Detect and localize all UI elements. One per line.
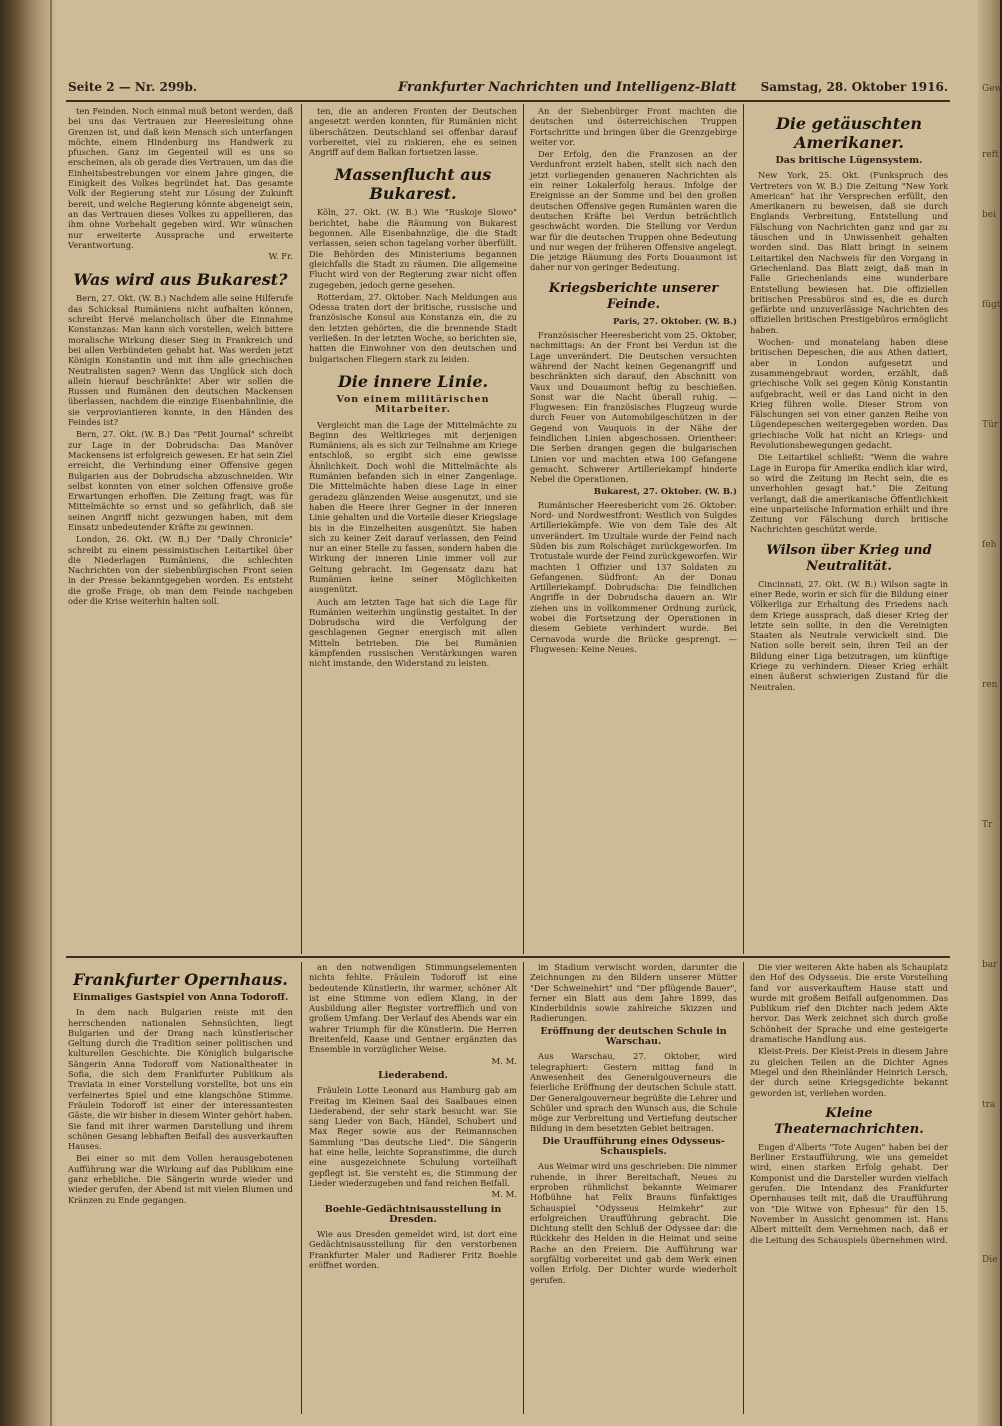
article-text: London, 26. Okt. (W. B.) Der "Daily Chronicle" schreibt zu einem pessimistischen Leitartikel über die Niederlagen Rumäniens, die schlechten Nachrichten von der siebenbürgischen Front seien in der Presse bekanntgegeben worden. Es entsteht die große Frage, ob man dem Feinde nachgeben oder die Krise weiterhin halten soll. [68, 534, 293, 607]
subheadline: Boehle-Gedächtnisausstellung in Dresden. [324, 1203, 502, 1225]
column-rule [523, 104, 524, 954]
article-text: Cincinnati, 27. Okt. (W. B.) Wilson sagte in einer Rede, worin er sich für die Bildung einer Völkerliga zur Erhaltung des Friedens nach dem Kriege aussprach, daß dieser Krieg der letzte sein sollte, in den die Vereinigten Staaten als Neutrale verwickelt sind. Die Nation solle bereit sein, ihren Teil an der Bildung einer Liga beizutragen, um künftige Kriege zu verhindern. Dieser Krieg erhält einen äußerst schwierigen Zustand für die Neutralen. [750, 578, 948, 692]
article-text: An der Siebenbürger Front machten die deutschen und österreichischen Truppen Fortschritte und bringen über die Grenzgebirge weiter vor. [530, 106, 737, 147]
subheadline: Die Uraufführung eines Odysseus-Schauspiels. [542, 1135, 725, 1158]
headline: Frankfurter Opernhaus. [73, 970, 288, 989]
article-text: Kleist-Preis. Der Kleist-Preis in diesem Jahre zu gleichen Teilen an die Dichter Agnes Miegel und den Rheinländer Heinrich Lersch, der durch seine Kriegsgedichte bekannt geworden ist, verliehen worden. [750, 1046, 948, 1098]
article-text: ten Feinden. Noch einmal muß betont werden, daß bei uns das Vertrauen zur Heeresleitung ohne Grenzen ist, und daß kein Mensch sich unterfangen möchte, einem Hindenburg ins Handwerk zu pfuschen. Ganz im Gegenteil will es uns so erscheinen, als ob gerade dies Vertrauen, um das die Einheitsbestrebungen vor einem Jahre gingen, die Einigkeit des Volkes begründet hat. Das gesamte Volk der Regierung steht zur Lösung der Zukunft bereit, und welche Regierung könnte abgeneigt sein, an das Vertrauen dieses Volkes zu appellieren, das ihm ohne Vorbehalt gegeben wird. Wir wünschen nur erweiterte Aussprache und erweiterte Verantwortung. [68, 106, 293, 250]
header-rule [66, 100, 950, 102]
article-text: Rumänischer Heeresbericht vom 26. Oktober: Nord- und Nordwestfront: Westlich von Sulgdes Artilleriekämpfe. Wie von dem Tale des Alt unverändert. Im Uzultale wurde der Feind nach Süden bis zum Rolschäget zurückgeworfen. Im Trotustale wurde der Feind zurückgeworfen. Wir machten 1 Offizier und 137 Soldaten zu Gefangenen. Südfront: An der Donau Artilleriekampf. Dobrudscha: Die feindlichen Angriffe in der Dobrudscha dauern an. Wir ziehen uns in vollkommener Ordnung zurück, wobei die Fortsetzung der Operationen in diesem Gebiete verhindert wurde. Bei Cernavoda wurde die Brücke gesprengt. — Flugwesen: Keine Neues. [530, 499, 737, 654]
article-text: Aus Weimar wird uns geschrieben: Die nimmer ruhende, in ihrer Bereitschaft, Neues zu erproben rühmlichst bekannte Weimarer Hofbühne hat Felix Brauns fünfaktiges Schauspiel "Odysseus Heimkehr" zur erfolgreichen Uraufführung gebracht. Die Dichtung stellt den Schluß der Odyssee dar: die Rückkehr des Helden in die Heimat und seine Rache an den Freiern. Die Aufführung war sorgfältig vorbereitet und gab dem Werk einen vollen Erfolg. Der Dichter wurde wiederholt gerufen. [530, 1161, 737, 1285]
article-text: Der Erfolg, den die Franzosen an der Verdunfront erzielt haben, stellt sich nach den jetzt vorliegenden genaueren Nachrichten als ein reiner Lokalerfolg heraus. Infolge der Ereignisse an der Somme und bei den großen deutschen Offensive gegen Rumänien waren die deutschen Kräfte bei Verdun beträchtlich geschwächt worden. Die Stellung vor Verdun war für die deutschen Truppen ohne Bedeutung und nur wegen der früheren Offensive angelegt. Die jetzige Räumung des Forts Douaumont ist daher nur von geringer Bedeutung. [530, 149, 737, 273]
dateline: Paris, 27. Oktober. (W. B.) [612, 316, 737, 327]
adjacent-fragment: tra [982, 1100, 996, 1110]
article-text: Fräulein Lotte Leonard aus Hamburg gab am Freitag im Kleinen Saal des Saalbaues einen Liederabend, der sehr stark besucht war. Sie sang Lieder von Bach, Händel, Schubert und Max Reger sowie aus der Reimannschen Sammlung "Das deutsche Lied". Die Sängerin hat eine helle, leichte Sopranstimme, die durch eine ausgezeichnete Schulung vorteilhaft gepflegt ist. Sie versteht es, die Stimmung der Lieder wiederzugeben und fand reichen Beifall. [309, 1085, 517, 1188]
headline: Was wird aus Bukarest? [73, 270, 288, 290]
article-text: im Stadium verwischt worden, darunter die Zeichnungen zu den Bildern unserer Mütter "Der Schweinehirt" und "Der pflügende Bauer", ferner ein Blatt aus dem Jahre 1899, das Kinderbildnis sowie zahlreiche Skizzen und Radierungen. [530, 962, 737, 1024]
feuilleton-column-1 [68, 962, 293, 1414]
page-number: Seite 2 — Nr. 299b. [68, 80, 198, 94]
article-text: Bern, 27. Okt. (W. B.) Das "Petit Journal" schreibt zur Lage in der Dobrudscha: Das Manöver Mackensens ist erfolgreich gewesen. Er hat sein Ziel erreicht, die Verbindung einer Offensive gegen Bulgarien aus der Dobrudscha abzuschneiden. Wir selbst konnten von einer solchen Offensive große Erwartungen erhoffen. Die Zeitung fragt, was für Mittelmächte so ernst und so gefährlich, daß sie seinen Angriff nicht gezwungen haben, mit dem Einsatz unbedeutender Kräfte zu gewinnen. [68, 429, 293, 532]
adjacent-fragment: Tr [982, 820, 993, 830]
adjacent-fragment: ren [982, 680, 998, 690]
article-text: Eugen d'Alberts "Tote Augen" haben bei der Berliner Erstaufführung, wie uns gemeldet wird, einen starken Erfolg gehabt. Der Komponist und die Darsteller wurden vielfach gerufen. Die Intendanz des Frankfurter Opernhauses teilt mit, daß die Uraufführung von "Die Witwe von Ephesus" für den 15. November in Aussicht genommen ist. Hans Albert mitteilt dem Vernehmen nach, daß er die Leitung des Schauspiels übernehmen wird. [750, 1141, 948, 1245]
article-text: Vergleicht man die Lage der Mittelmächte zu Beginn des Weltkrieges mit derjenigen Rumäniens, als es sich zur Teilnahme am Kriege entschloß, so ergibt sich eine gewisse Ähnlichkeit. Doch wohl die Mittelmächte als Rumänien befanden sich in einer Zangenlage. Die Mittelmächte haben diese Lage in einer geradezu glänzenden Weise ausgenutzt, und sie haben die Heere ihrer Gegner in der inneren Linie gehalten und die Vorteile dieser Kriegslage bis in die Einzelheiten ausgenützt. Sie haben sich zu keiner Zeit darauf verlassen, den Feind nur an einer Stelle zu fassen, sondern haben die Wirkung der inneren Linie immer voll zur Geltung gebracht. Im Gegensatz dazu hat Rumänien keine seiner Möglichkeiten ausgenützt. [309, 419, 517, 595]
article-text: Französischer Heeresbericht vom 25. Oktober, nachmittags: An der Front bei Verdun ist die Lage unverändert. Die Deutschen versuchten während der Nacht keinen Gegenangriff und beschränkten sich darauf, den Abschnitt von Vaux und Douaumont heftig zu beschießen. Sonst war die Nacht überall ruhig. — Flugwesen: Ein französisches Flugzeug wurde durch Feuer von Automobilgeschützen in der Gegend von Vauquois in der Nähe der feindlichen Linien abgeschossen. Orientheer: Die Serben drangen gegen die bulgarischen Linien vor und machten etwa 100 Gefangene gemacht. Schwerer Artilleriekampf hinderte Nebel die Operationen. [530, 330, 737, 485]
article-text: Wie aus Dresden gemeldet wird, ist dort eine Gedächtnisausstellung für den verstorbenen Frankfurter Maler und Radierer Fritz Boehle eröffnet worden. [309, 1229, 517, 1271]
article-text: Die vier weiteren Akte haben als Schauplatz den Hof des Odysseus. Die erste Vorstellung fand vor ausverkauftem Hause statt und wurde mit großem Beifall aufgenommen. Das Publikum rief den Dichter nach jedem Akte hervor. Das Werk zeichnet sich durch große Schönheit der Sprache und eine gesteigerte dramatische Handlung aus. [750, 962, 948, 1045]
headline: Wilson über Krieg und Neutralität. [766, 542, 932, 574]
adjacent-fragment: feh [982, 540, 997, 550]
article-text: Rotterdam, 27. Oktober. Nach Meldungen aus Odessa traten dort der britische, russische und französische Konsul aus Konstanza ein, die zu den letzten gehörten, die die brennende Stadt verließen. In der letzten Woche, so berichten sie, hatten die Einwohner von den deutschen und bulgarischen Fliegern stark zu leiden. [309, 291, 517, 364]
subheadline: Eröffnung der deutschen Schule in Warschau. [540, 1025, 727, 1048]
dateline: Bukarest, 27. Oktober. (W. B.) [593, 486, 737, 497]
adjacent-fragment: Tür [982, 420, 999, 430]
adjacent-fragment: bar [982, 960, 998, 970]
feuilleton-column-2 [309, 962, 517, 1414]
column-4 [750, 106, 948, 952]
article-text: an den notwendigen Stimmungselementen nichts fehlte. Fräulein Todoroff ist eine bedeutende Künstlerin, ihr warmer, schöner Alt ist eine Stimme von edlem Klang, in der Ausbildung aller Register vortrefflich und von großem Umfang. Der Verlauf des Abends war ein wahrer Triumph für die Künstlerin. Die Herren Breitenfeld, Kaase und Gentner ergänzten das Ensemble in vorzüglicher Weise. [309, 962, 517, 1055]
subheadline: Von einem militärischen Mitarbeiter. [336, 393, 490, 416]
article-text: Bei einer so mit dem Vollen herausgebotenen Aufführung war die Wirkung auf das Publikum eine ganz erhebliche. Die Sängerin wurde wieder und wieder gerufen, der Abend ist mit vielen Blumen und Kränzen zu Ende gegangen. [68, 1153, 293, 1205]
headline: Kriegsberichte unserer Feinde. [548, 280, 719, 312]
headline: Massenflucht aus Bukarest. [334, 165, 492, 204]
adjacent-fragment: fügt [982, 300, 1001, 310]
column-rule [301, 104, 302, 954]
column-rule [301, 962, 302, 1414]
adjacent-page-edge [978, 0, 1000, 1426]
adjacent-fragment: Gew [982, 84, 1002, 94]
author-signature: M. M. [491, 1056, 517, 1067]
article-text: Die Leitartikel schließt: "Wenn die wahre Lage in Europa für Amerika endlich klar wird, so wird die Zeitung im Recht sein, die es unverhohlen gesagt hat." Die Zeitung verlangt, daß die amerikanische Öffentlichkeit eine unparteiische Information erhält und ihre Zeitung vor Fälschung durch britische Nachrichten geschützt werde. [750, 452, 948, 535]
headline: Die innere Linie. [337, 371, 489, 391]
subheadline: Liederabend. [378, 1069, 448, 1081]
adjacent-fragment: Die [982, 1255, 998, 1265]
article-text: Aus Warschau, 27. Oktober, wird telegraphiert: Gestern mittag fand in Anwesenheit des Generalgouverneurs die feierliche Eröffnung der deutschen Schule statt. Der Generalgouverneur begrüßte die Lehrer und Schüler und sprach den Wunsch aus, die Schule möge zur Verbreitung und Vertiefung deutscher Bildung in dem besetzten Gebiet beitragen. [530, 1051, 737, 1134]
headline: Die getäuschten Amerikaner. [775, 114, 923, 152]
adjacent-fragment: reft [982, 150, 999, 160]
subheadline: Einmaliges Gastspiel von Anna Todoroff. [72, 992, 289, 1003]
article-text: Wochen- und monatelang haben diese britischen Depeschen, die aus Athen datiert, aber in London aufgesetzt und zusammengebraut worden, erzählt, daß griechische Volk sei gegen König Konstantin aufgebracht, weil er das Land nicht in den Krieg führen wolle. Dieser Strom von Fälschungen sei von einer ganzen Reihe von Lügendepeschen weitergegeben worden. Das griechische Volk hat nicht an Kriegs- und Revolutionsbewegungen gedacht. [750, 337, 948, 451]
feuilleton-column-4 [750, 962, 948, 1414]
subheadline: Das britische Lügensystem. [775, 155, 923, 166]
masthead [68, 78, 948, 100]
article-text: Bern, 27. Okt. (W. B.) Nachdem alle seine Hilferufe das Schicksal Rumäniens nicht aufhalten können, schreibt Hervé melancholisch über die Einnahme Konstanzas: Man kann sich vorstellen, welch bittere moralische Wirkung dieser Sieg in Frankreich und bei allen Verbündeten gehabt hat. Was werden jetzt Königin Konstantin und mit ihm alle griechischen Neutralisten sagen? Wenn das Unglück sich doch allein hierauf beschränkte! Aber wir sollen die Russen und Rumänen den deutschen Mackensen überlassen, nachdem die einzige Eisenbahnlinie, die sie verproviantieren konnte, in den Händen des Feindes ist? [68, 293, 293, 428]
article-text: Auch am letzten Tage hat sich die Lage für Rumänien weiterhin ungünstig gestaltet. In der Dobrudscha wird die Verfolgung der geschlagenen Gegner energisch mit allen Mitteln betrieben. Die bei Rumänien kämpfenden russischen Verstärkungen waren nicht imstande, den Widerstand zu leisten. [309, 596, 517, 669]
column-rule [523, 962, 524, 1414]
feuilleton-rule [66, 956, 950, 958]
article-text: In dem nach Bulgarien reiste mit den herrschenden nationalen Sehnsüchten, liegt Bulgarien und der Drang nach künstlerischer Geltung durch die Tradition seiner politischen und kulturellen Geschichte. Die Königlich bulgarische Sängerin Anna Todoroff vom Nationaltheater in Sofia, die sich dem Frankfurter Publikum als Traviata in einer Vorstellung vorstellte, bot uns ein verfeinertes Spiel und eine klangschöne Stimme. Fräulein Todoroff ist einer der interessantesten Gäste, die wir bisher in diesem Winter gehört haben. Sie fand mit ihrer warmen Darstellung und ihrem schönen Gesang lebhaften Beifall des ausverkauften Hauses. [68, 1007, 293, 1152]
article-text: Köln, 27. Okt. (W. B.) Wie "Ruskoje Slowo" berichtet, habe die Räumung von Bukarest begonnen. Alle Eisenbahnzüge, die die Stadt verlassen, seien schon tagelang vorher überfüllt. Die Behörden des Ministeriums begannen gleichfalls die Stadt zu räumen. Die allgemeine Flucht wird von der Regierung zwar nicht offen zugegeben, jedoch gerne gesehen. [309, 207, 517, 290]
column-3 [530, 106, 737, 952]
column-rule [743, 962, 744, 1414]
author-signature: M. M. [491, 1190, 517, 1201]
adjacent-fragment: bei [982, 210, 996, 220]
binding-edge [50, 0, 52, 1426]
column-2 [309, 106, 517, 952]
article-text: New York, 25. Okt. (Funkspruch des Vertreters von W. B.) Die Zeitung "New York American" hat ihr Versprechen erfüllt, den Amerikanern zu beweisen, daß sie durch Englands Verbreitung, Entstellung und Fälschung von Nachrichten ganz und gar zu täuschen und in Unwissenheit gehalten worden sind. Das Blatt bringt in seinem Leitartikel den Nachweis für den Vorgang in Griechenland. Das Blatt zeigt, daß man in Falle Griechenlands eine wunderbare Entstellung bewiesen hat. Die offiziellen britischen Pressbüros sind es, die es durch gefärbte und unzuverlässige Nachrichten des offiziellen britischen Prestigebüros ermöglicht haben. [750, 170, 948, 335]
column-rule [743, 104, 744, 954]
feuilleton-column-3 [530, 962, 737, 1414]
column-1 [68, 106, 293, 952]
book-binding [0, 0, 58, 1426]
author-signature: W. Fr. [268, 252, 293, 263]
issue-date: Samstag, 28. Oktober 1916. [760, 80, 948, 94]
headline: Kleine Theaternachrichten. [774, 1105, 924, 1137]
article-text: ten, die an anderen Fronten der Deutschen angesetzt werden konnten, für Rumänien nicht überschätzen. Deutschland sei offenbar darauf vorbereitet, viel zu riskieren, ehe es seinen Angriff auf dem Balkan fortsetzen lasse. [309, 106, 517, 158]
newspaper-title: Frankfurter Nachrichten und Intelligenz-Blatt [398, 80, 737, 95]
